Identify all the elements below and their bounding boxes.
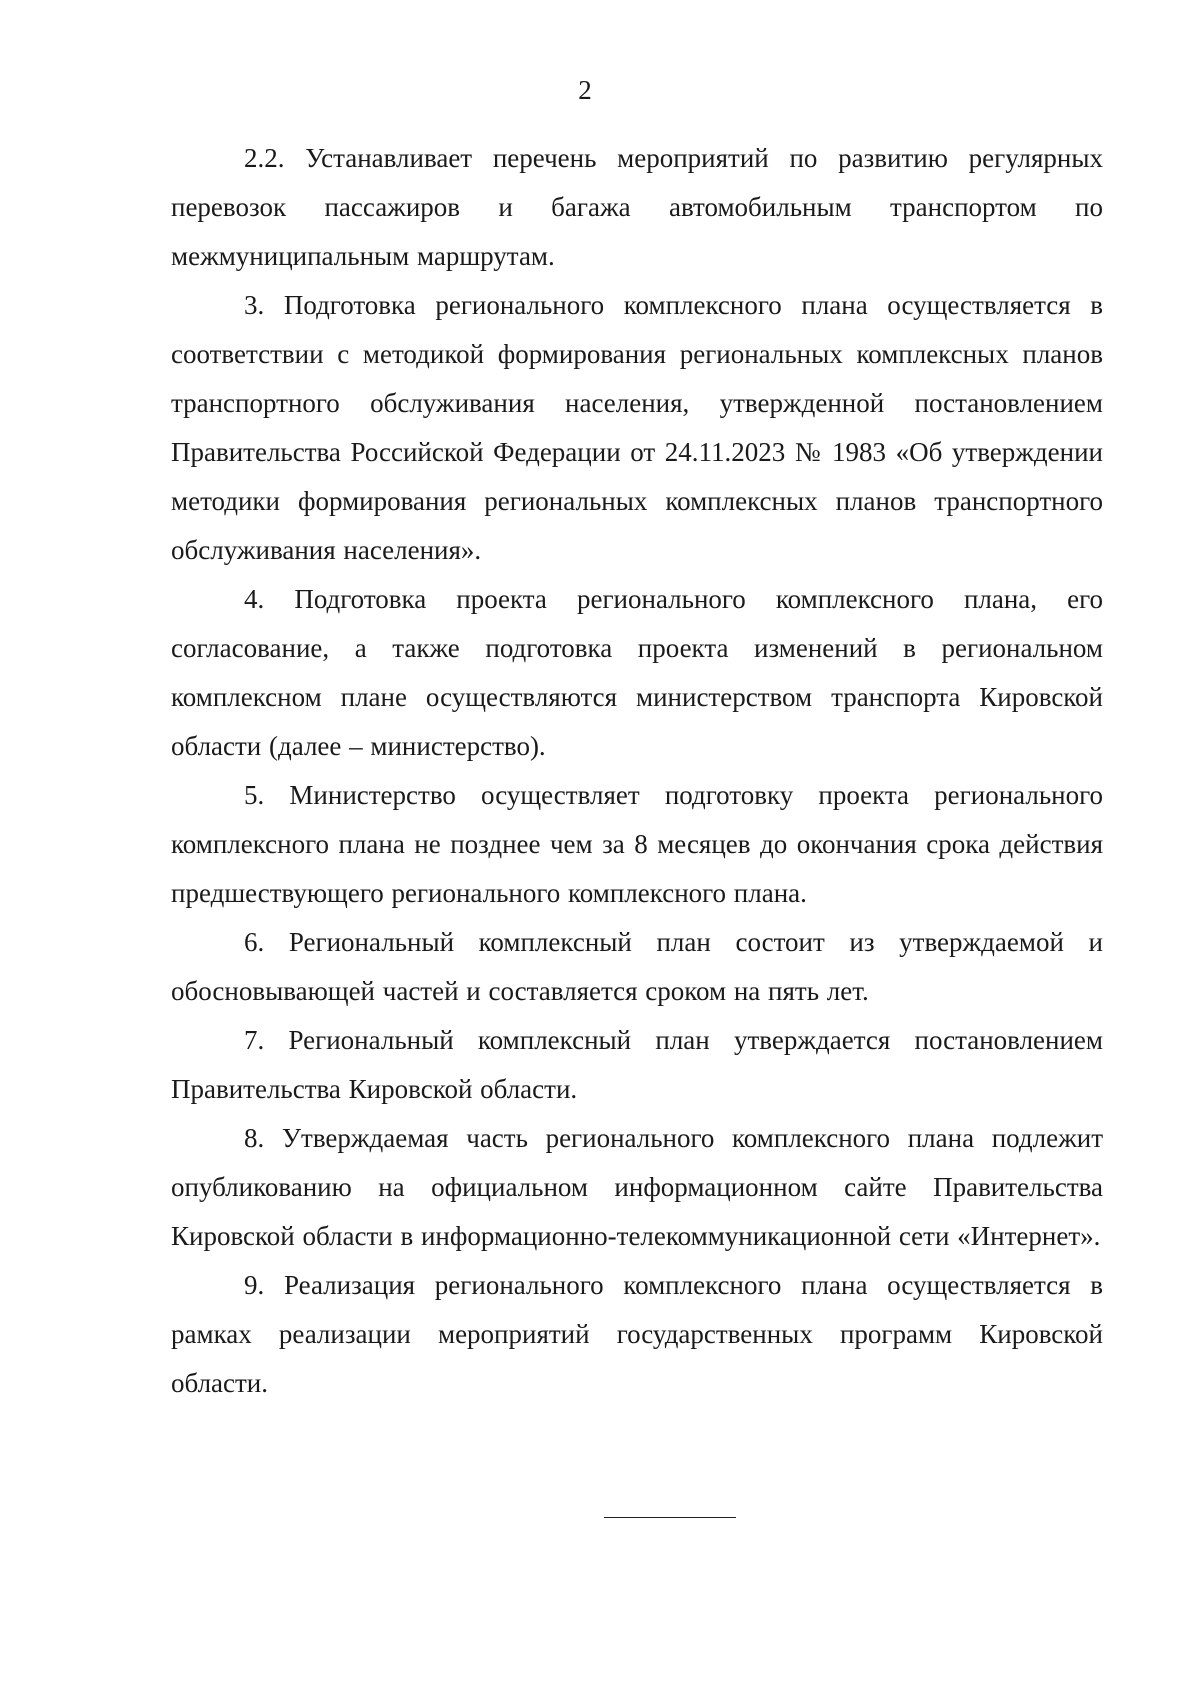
paragraph-6: 6. Региональный комплексный план состоит из утверждаемой и обосновывающей частей и составляется сроком на пять лет.	[171, 927, 1103, 1006]
paragraph-7: 7. Региональный комплексный план утверждается постановлением Правительства Кировской области.	[171, 1025, 1103, 1104]
paragraph-5: 5. Министерство осуществляет подготовку проекта регионального комплексного плана не позднее чем за 8 месяцев до окончания срока действия предшествующего регионального комплексного плана.	[171, 780, 1103, 908]
document-body	[171, 134, 1103, 1408]
paragraph-8: 8. Утверждаемая часть регионального комплексного плана подлежит опубликованию на официальном информационном сайте Правительства Кировской области в информационно-телекоммуникационной сети «Интернет».	[171, 1123, 1103, 1251]
paragraph-9: 9. Реализация регионального комплексного плана осуществляется в рамках реализации мероприятий государственных программ Кировской области.	[171, 1270, 1103, 1398]
page-number: 2	[578, 75, 592, 105]
paragraph-4: 4. Подготовка проекта регионального комплексного плана, его согласование, а также подготовка проекта изменений в региональном комплексном плане осуществляются министерством транспорта Кировской области (далее – министерство).	[171, 584, 1103, 761]
paragraph-3: 3. Подготовка регионального комплексного плана осуществляется в соответствии с методикой формирования региональных комплексных планов транспортного обслуживания населения, утвержденной постановлением Правительства Российской Федерации от 24.11.2023 № 1983 «Об утверждении методики формирования региональных комплексных планов транспортного обслуживания населения».	[171, 290, 1103, 565]
paragraph-2-2: 2.2. Устанавливает перечень мероприятий по развитию регулярных перевозок пассажиров и багажа автомобильным транспортом по межмуниципальным маршрутам.	[171, 143, 1103, 271]
end-of-document-line	[604, 1517, 736, 1518]
